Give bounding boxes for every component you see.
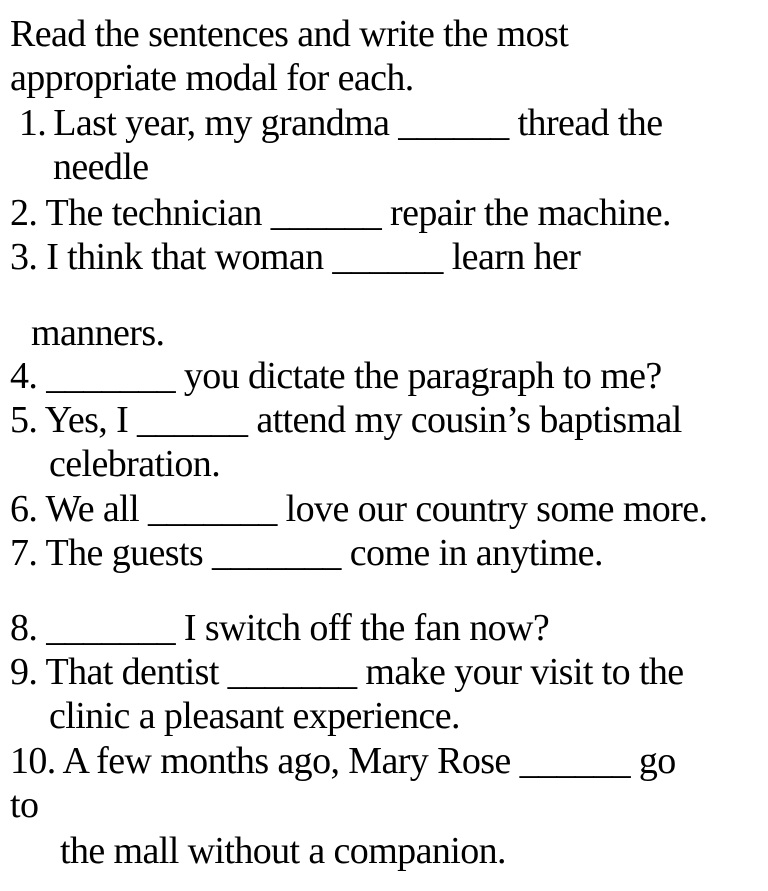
item-10-line-2: to — [10, 784, 39, 826]
instructions-line-1: Read the sentences and write the most — [10, 13, 569, 55]
instructions-line-2: appropriate modal for each. — [10, 57, 414, 99]
item-8-line-1: 8. _______ I switch off the fan now? — [10, 607, 550, 649]
item-9-line-1: 9. That dentist _______ make your visit to the — [10, 651, 684, 693]
item-4-line-1: 4. _______ you dictate the paragraph to me? — [10, 355, 662, 397]
item-1-line-1: 1. Last year, my grandma ______ thread the — [10, 102, 663, 144]
item-5-line-2: celebration. — [49, 443, 221, 485]
item-3-line-1: 3. I think that woman ______ learn her — [10, 236, 581, 278]
item-2-line-1: 2. The technician ______ repair the machine. — [10, 192, 671, 234]
item-5-line-1: 5. Yes, I ______ attend my cousin’s baptismal — [10, 399, 682, 441]
item-6-line-1: 6. We all _______ love our country some more. — [10, 488, 708, 530]
item-10-line-3: the mall without a companion. — [60, 830, 506, 872]
item-7-line-1: 7. The guests _______ come in anytime. — [10, 532, 603, 574]
item-3-line-2: manners. — [31, 312, 165, 354]
item-10-line-1: 10. A few months ago, Mary Rose ______ go — [10, 740, 676, 782]
item-1-line-2: needle — [53, 146, 149, 188]
item-9-line-2: clinic a pleasant experience. — [49, 695, 460, 737]
